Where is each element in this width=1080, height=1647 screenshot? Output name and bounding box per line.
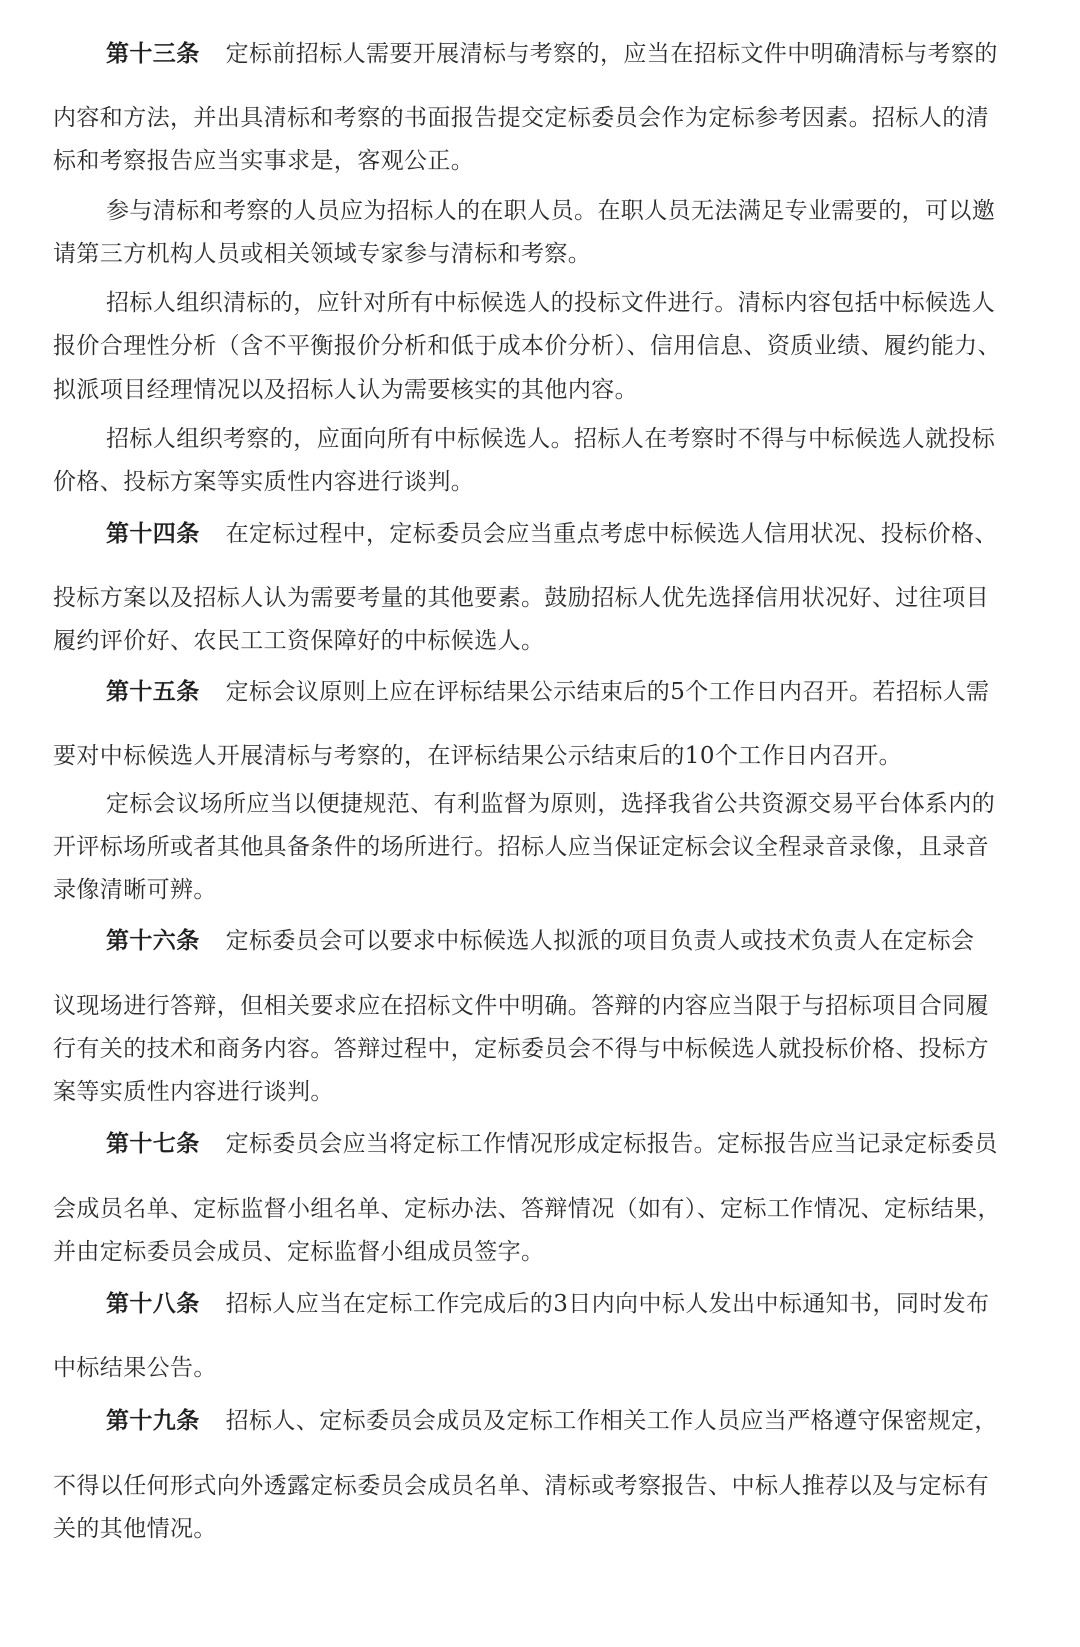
article-13-paragraph-line: 招标人组织清标的，应针对所有中标候选人的投标文件进行。清标内容包括中标候选人 xyxy=(106,290,996,316)
article-15-paragraph-line: 开评标场所或者其他具备条件的场所进行。招标人应当保证定标会议全程录音录像，且录音 xyxy=(53,834,989,860)
article-13-first-line xyxy=(0,34,1080,74)
article-15-text: 定标会议原则上应在评标结果公示结束后的5个工作日内召开。若招标人需 xyxy=(225,679,990,705)
article-15-paragraph-line: 定标会议场所应当以便捷规范、有利监督为原则，选择我省公共资源交易平台体系内的 xyxy=(106,791,996,817)
article-16-heading: 第十六条 xyxy=(106,928,200,954)
article-15-first-line xyxy=(0,672,1080,712)
article-13-text: 定标前招标人需要开展清标与考察的，应当在招标文件中明确清标与考察的 xyxy=(225,41,998,67)
article-19-text: 招标人、定标委员会成员及定标工作相关工作人员应当严格遵守保密规定， xyxy=(225,1408,998,1434)
article-19-line: 关的其他情况。 xyxy=(53,1516,217,1542)
article-14-line: 投标方案以及招标人认为需要考量的其他要素。鼓励招标人优先选择信用状况好、过往项目 xyxy=(53,585,989,611)
article-14-text: 在定标过程中，定标委员会应当重点考虑中标候选人信用状况、投标价格、 xyxy=(225,521,998,547)
article-13-paragraph-line: 招标人组织考察的，应面向所有中标候选人。招标人在考察时不得与中标候选人就投标 xyxy=(106,426,996,452)
article-17-text: 定标委员会应当将定标工作情况形成定标报告。定标报告应当记录定标委员 xyxy=(225,1131,998,1157)
article-16-first-line xyxy=(0,921,1080,961)
article-18-line: 中标结果公告。 xyxy=(53,1355,217,1381)
article-19-line: 不得以任何形式向外透露定标委员会成员名单、清标或考察报告、中标人推荐以及与定标有 xyxy=(53,1473,989,1499)
article-15-line: 要对中标候选人开展清标与考察的，在评标结果公示结束后的10个工作日内召开。 xyxy=(53,743,903,769)
article-13-line: 标和考察报告应当实事求是，客观公正。 xyxy=(53,148,475,174)
article-16-text: 定标委员会可以要求中标候选人拟派的项目负责人或技术负责人在定标会 xyxy=(225,928,975,954)
article-17-line: 会成员名单、定标监督小组名单、定标办法、答辩情况（如有）、定标工作情况、定标结果， xyxy=(53,1196,1001,1222)
article-19-heading: 第十九条 xyxy=(106,1408,200,1434)
article-18-heading: 第十八条 xyxy=(106,1291,200,1317)
article-16-line: 议现场进行答辩，但相关要求应在招标文件中明确。答辩的内容应当限于与招标项目合同履 xyxy=(53,993,989,1019)
article-19-first-line xyxy=(0,1401,1080,1441)
article-13-paragraph-line: 报价合理性分析（含不平衡报价分析和低于成本价分析）、信用信息、资质业绩、履约能力、 xyxy=(53,333,1001,359)
article-14-line: 履约评价好、农民工工资保障好的中标候选人。 xyxy=(53,628,545,654)
article-15-heading: 第十五条 xyxy=(106,679,200,705)
article-13-paragraph-line: 拟派项目经理情况以及招标人认为需要核实的其他内容。 xyxy=(53,377,638,403)
article-13-paragraph-line: 请第三方机构人员或相关领域专家参与清标和考察。 xyxy=(53,241,592,267)
article-17-heading: 第十七条 xyxy=(106,1131,200,1157)
article-17-first-line xyxy=(0,1124,1080,1164)
article-13-line: 内容和方法，并出具清标和考察的书面报告提交定标委员会作为定标参考因素。招标人的清 xyxy=(53,105,989,131)
article-14-first-line xyxy=(0,514,1080,554)
article-13-paragraph-line: 参与清标和考察的人员应为招标人的在职人员。在职人员无法满足专业需要的，可以邀 xyxy=(106,198,996,224)
article-15-paragraph-line: 录像清晰可辨。 xyxy=(53,877,217,903)
article-18-text: 招标人应当在定标工作完成后的3日内向中标人发出中标通知书，同时发布 xyxy=(225,1291,990,1317)
article-17-line: 并由定标委员会成员、定标监督小组成员签字。 xyxy=(53,1239,545,1265)
article-18-first-line xyxy=(0,1284,1080,1324)
article-13-paragraph-line: 价格、投标方案等实质性内容进行谈判。 xyxy=(53,469,475,495)
article-13-heading: 第十三条 xyxy=(106,41,200,67)
article-16-line: 案等实质性内容进行谈判。 xyxy=(53,1079,334,1105)
article-14-heading: 第十四条 xyxy=(106,521,200,547)
article-16-line: 行有关的技术和商务内容。答辩过程中，定标委员会不得与中标候选人就投标价格、投标方 xyxy=(53,1036,989,1062)
